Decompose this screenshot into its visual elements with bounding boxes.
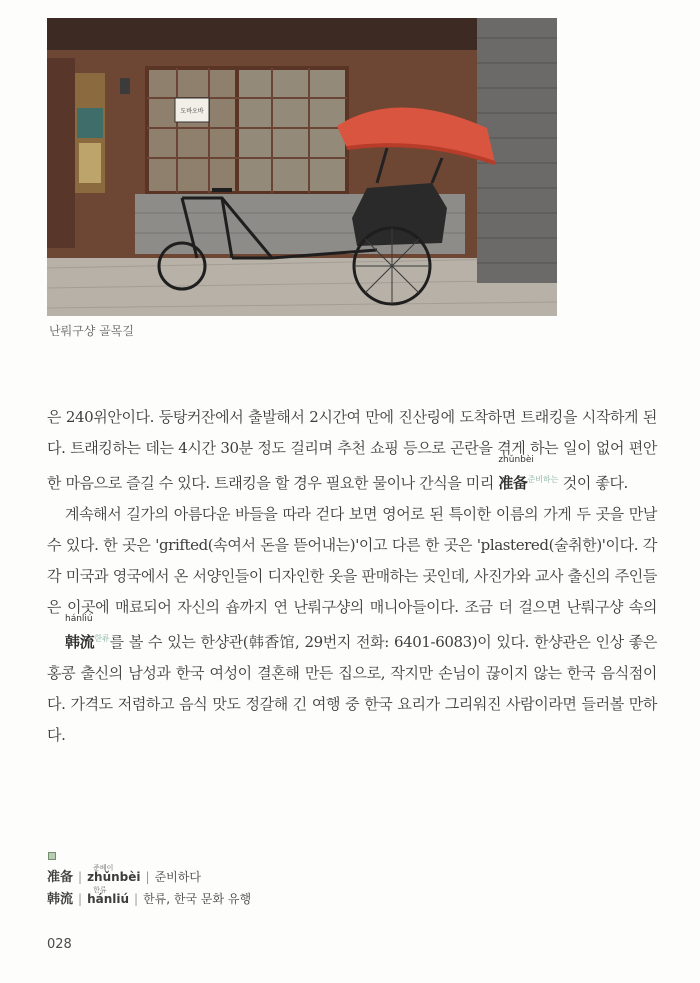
- paragraph-1-text-a: 은 240위안이다. 둥탕커잔에서 출발해서 2시간여 만에 진산링에 도착하면 트래킹을 시작하게 된다. 트래킹하는 데는 4시간 30분 정도 걸리며 추천 쇼핑 등으로 곤란을 겪게 하는 일이 없어 편안한 마음으로 즐길 수 있다. 트래킹을 할 경우 필요한 물이나 간식을 미리: [47, 408, 657, 492]
- paragraph-1: [47, 402, 657, 499]
- vocab-pinyin-text: zhǔnbèi: [87, 870, 141, 884]
- term-zhunbei: [498, 455, 534, 499]
- paragraph-2: [47, 499, 657, 751]
- vocab-meaning: 준비하다: [154, 870, 201, 884]
- rickshaw-photo: [47, 18, 557, 316]
- page-number: 028: [47, 937, 72, 952]
- article-body: [47, 402, 657, 751]
- gloss-hanliu: 한류: [94, 634, 110, 643]
- vocab-pinyin: [87, 886, 130, 906]
- paragraph-1-text-b: 것이 좋다.: [558, 474, 628, 492]
- vocab-divider: |: [78, 892, 83, 906]
- vocab-divider: |: [134, 892, 139, 906]
- pinyin-hanliu: hánliú: [65, 614, 93, 624]
- paragraph-2-text-a: 계속해서 길가의 아름다운 바들을 따라 걷다 보면 영어로 된 특이한 이름의 가게 두 곳을 만날 수 있다. 한 곳은 'grifted(속여서 돈을 뜯어내는)'이고 다른 한 곳은 'plastered(술취한)'이다. 각각 미국과 영국에서 온 서양인들이 디자인한 옷을 판매하는 곳인데, 사진가와 교사 출신의 주인들은 이곳에 매료되어 자신의 숍까지 연 난뤄구샹의 매니아들이다. 조금 더 걸으면 난뤄구샹 속의: [47, 505, 657, 616]
- vocab-hanzi: 准备: [47, 870, 74, 885]
- vocab-pinyin: [87, 864, 141, 884]
- vocab-small-gloss: 준베이: [93, 864, 114, 872]
- photo-caption: 난뤄구샹 골목길: [49, 324, 134, 338]
- hanzi-zhunbei: 准备: [498, 474, 528, 492]
- vocab-divider: |: [145, 870, 150, 884]
- vocab-pinyin-text: hánliú: [87, 892, 130, 906]
- paragraph-2-text-b: 를 볼 수 있는 한샹관(韩香馆, 29번지 전화: 6401-6083)이 있다. 한샹관은 인상 좋은 홍콩 출신의 남성과 한국 여성이 결혼해 만든 집으로, 작지만 손님이 끊이지 않는 한국 음식점이다. 가격도 저렴하고 음식 맛도 정갈해 긴 여행 중 한국 요리가 그리워진 사람이라면 들러볼 만하다.: [47, 633, 657, 744]
- rickshaw-illustration: [47, 18, 557, 316]
- vocab-divider: |: [78, 870, 83, 884]
- vocab-small-gloss: 한류: [93, 886, 107, 894]
- vocab-row-zhunbei: [47, 866, 251, 888]
- pinyin-zhunbei: zhǔnbèi: [498, 455, 534, 465]
- vocab-meaning: 한류, 한국 문화 유행: [143, 892, 252, 906]
- term-hanliu: [47, 614, 95, 658]
- vocab-section-marker: [48, 852, 56, 860]
- vocab-list: [47, 866, 251, 910]
- vocab-row-hanliu: [47, 888, 251, 910]
- hanzi-hanliu: 韩流: [65, 633, 95, 651]
- vocab-hanzi: 韩流: [47, 892, 74, 907]
- gloss-zhunbei: 준비하는: [527, 475, 559, 484]
- shop-sign-text: 도바오바: [180, 108, 204, 115]
